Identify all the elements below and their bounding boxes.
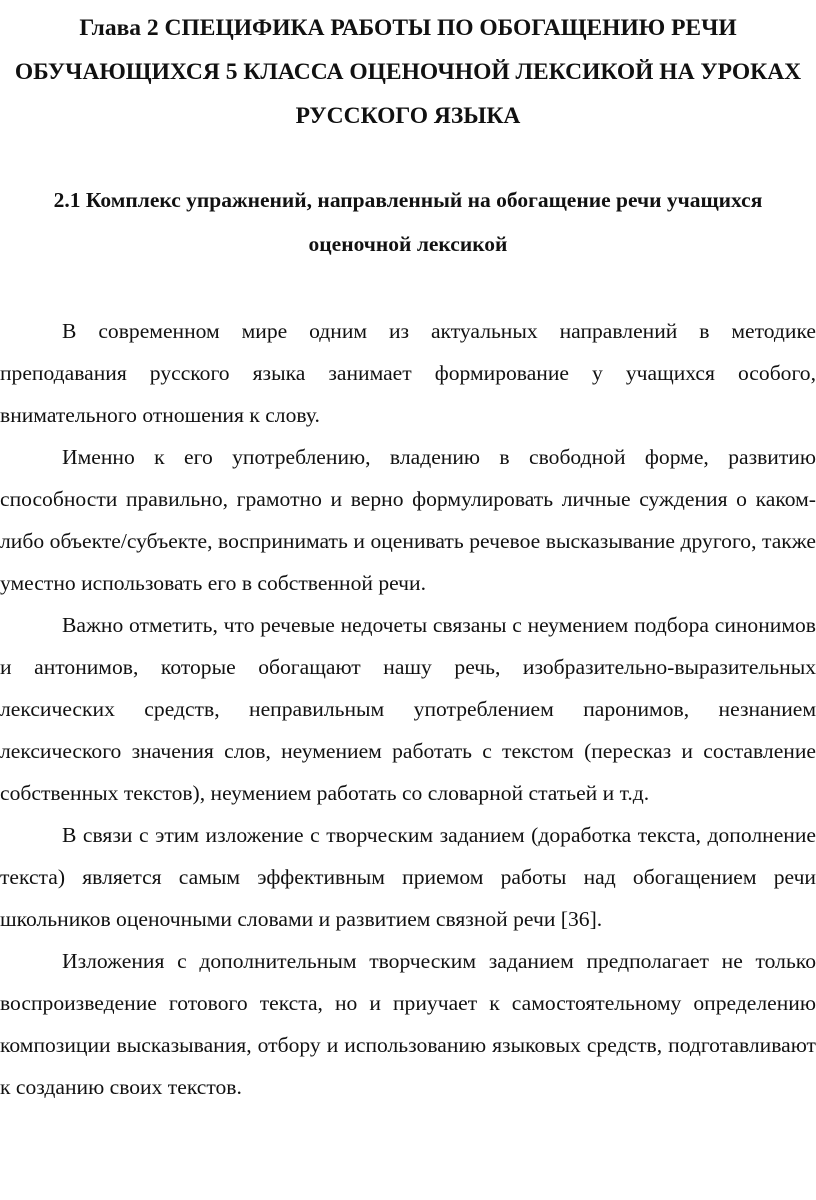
paragraph: Важно отметить, что речевые недочеты связаны с неумением подбора синонимов и антонимов, которые обогащают нашу речь, изобразительно-выразительных лексических средств, неправильным употреблением паронимов, незнанием лексического значения слов, неумением работать с текстом (пересказ и составление собственных текстов), неумением работать со словарной статьей и т.д.	[0, 613, 816, 805]
section-title: 2.1 Комплекс упражнений, направленный на обогащение речи учащихся оценочной лексикой	[53, 188, 763, 256]
body-text	[0, 310, 816, 1108]
paragraph: В связи с этим изложение с творческим заданием (доработка текста, дополнение текста) является самым эффективным приемом работы над обогащением речи школьников оценочными словами и развитием связной речи [36].	[0, 823, 816, 931]
paragraph: Изложения с дополнительным творческим заданием предполагает не только воспроизведение готового текста, но и приучает к самостоятельному определению композиции высказывания, отбору и использованию языковых средств, подготавливают к созданию своих текстов.	[0, 949, 816, 1099]
paragraph: Именно к его употреблению, владению в свободной форме, развитию способности правильно, грамотно и верно формулировать личные суждения о каком-либо объекте/субъекте, воспринимать и оценивать речевое высказывание другого, также уместно использовать его в собственной речи.	[0, 445, 816, 595]
paragraph: В современном мире одним из актуальных направлений в методике преподавания русского языка занимает формирование у учащихся особого, внимательного отношения к слову.	[0, 319, 816, 427]
chapter-title: Глава 2 СПЕЦИФИКА РАБОТЫ ПО ОБОГАЩЕНИЮ РЕЧИ ОБУЧАЮЩИХСЯ 5 КЛАССА ОЦЕНОЧНОЙ ЛЕКСИКОЙ НА УРОКАХ РУССКОГО ЯЗЫКА	[14, 15, 802, 129]
